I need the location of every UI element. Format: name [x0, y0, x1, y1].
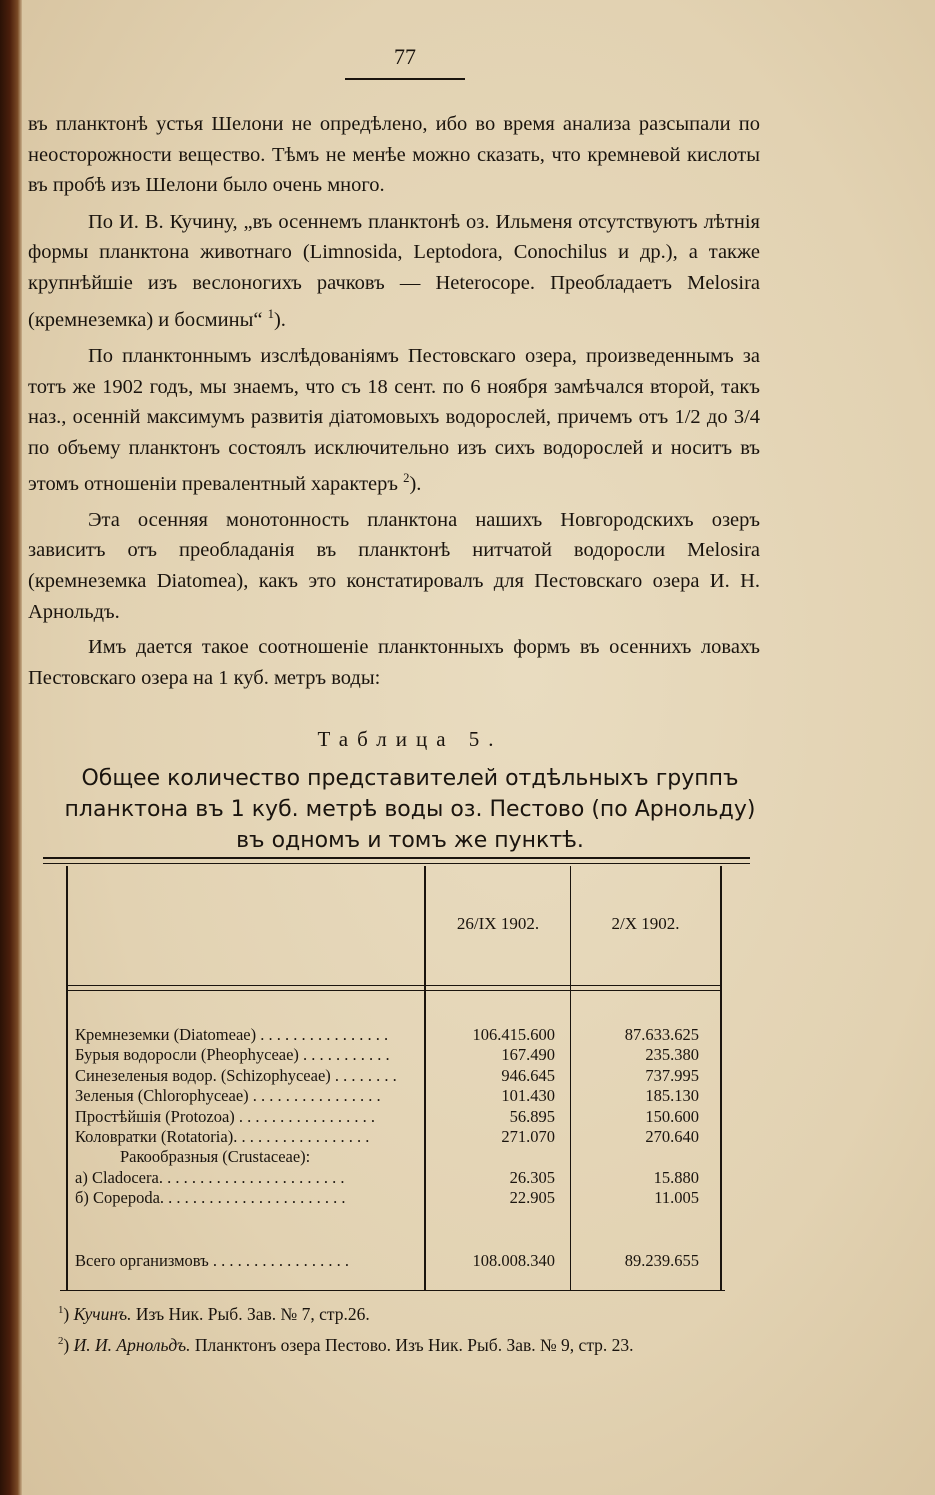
table-body — [75, 1025, 720, 1209]
paragraph-1: въ планктонѣ устья Шелони не опредѣлено, ибо во время анализа разсыпали по неосторожности вещество. Тѣмъ не менѣе можно сказать, что кремневой кислоты въ пробѣ изъ Шелони было очень много. — [28, 113, 760, 197]
fraction-three-quarters: 3/4 — [733, 406, 761, 429]
table-row: Бурыя водоросли (Pheophyceae) . . . . . . . . . . . 167.490 235.380 — [75, 1045, 699, 1065]
column-header-2: 2/X 1902. — [611, 914, 680, 933]
table-caption — [30, 763, 790, 856]
table-right-border — [720, 866, 722, 1290]
table-row: Простѣйшія (Protozoa) . . . . . . . . . . . . . . . . . 56.895 150.600 — [75, 1106, 699, 1126]
table-top-rule-thin — [43, 863, 750, 864]
table-total-row: Всего организмовъ . . . . . . . . . . . . . . . . . 108.008.340 89.239.655 — [75, 1251, 699, 1270]
paragraph-4: Эта осенняя монотонность планктона нашихъ Новгородскихъ озеръ зависитъ отъ преобладанія въ планктонѣ нитчатой водоросли Melosira (кремнеземка Diatomea), какъ это констатировалъ для Пестовскаго озера И. Н. Арнольдъ. — [28, 508, 760, 623]
table-caption-line: планктона въ 1 куб. метрѣ воды оз. Пестово (по Арнольду) — [64, 797, 756, 822]
table-header-rule — [68, 985, 720, 986]
table-header-rule-2 — [68, 990, 720, 991]
table-bottom-rule — [60, 1290, 725, 1291]
table-row-group-heading: Ракообразныя (Crustaceae): — [120, 1147, 311, 1167]
footnote-2: $^2$) И. И. Арнольдъ. Планктонъ озера Пестово. Изъ Ник. Рыб. Зав. № 9, стр. 23. — [58, 1335, 634, 1355]
table-top-rule — [43, 857, 750, 859]
column-header-1: 26/IX 1902. — [456, 914, 540, 933]
body-text — [28, 109, 760, 693]
paragraph-3: По планктоннымъ изслѣдованіямъ Пестовскаго озера, произведеннымъ за тотъ же 1902 годъ, мы знаемъ, что съ 18 сент. по 6 ноября замѣчался второй, такъ наз., осенній максимумъ развитія діатомовыхъ водорослей, причемъ отъ 1/2 до 3/4 по объему планктонъ состоялъ исключительно изъ сихъ водорослей и носитъ въ этомъ отношеніи превалентный характеръ $^2$). — [28, 344, 761, 496]
book-spine — [0, 0, 22, 1495]
table-caption-line: Общее количество представителей отдѣльныхъ группъ — [81, 766, 739, 791]
table-row: Коловратки (Rotatoria). . . . . . . . . . . . . . . . . 271.070 270.640 — [75, 1126, 699, 1146]
page-number-rule — [345, 78, 465, 80]
fraction-half: 1/2 — [674, 406, 701, 429]
table-title: Таблица 5. — [317, 727, 503, 751]
table-row: Синезеленыя водор. (Schizophyceae) . . . . . . . . 946.645 737.995 — [75, 1065, 699, 1085]
table-caption-line: въ одномъ и томъ же пунктѣ. — [236, 828, 584, 853]
table-row: б) Copepoda. . . . . . . . . . . . . . . . . . . . . . . 22.905 11.005 — [75, 1188, 699, 1208]
table-left-border — [66, 866, 68, 1290]
table-row: Кремнеземки (Diatomeae) . . . . . . . . . . . . . . . . 106.415.600 87.633.625 — [75, 1025, 699, 1044]
table-row: а) Cladocera. . . . . . . . . . . . . . . . . . . . . . . 26.305 15.880 — [75, 1167, 699, 1187]
footnote-ref-1[interactable]: 1 — [267, 306, 274, 321]
paragraph-5: Имъ дается такое соотношеніе планктонныхъ формъ въ осеннихъ ловахъ Пестовскаго озера на 1 куб. метръ воды: — [28, 636, 760, 689]
paragraph-2: По И. В. Кучину, „въ осеннемъ планктонѣ оз. Ильменя отсутствуютъ лѣтнія формы планктона животнаго (Limnosida, Leptodora, Conochilus и др.), а также крупнѣйшіе изъ веслоногихъ рачковъ — Heterocope. Преобладаетъ Melosira (кремнеземка) и босмины“ $^1$). — [28, 210, 760, 331]
footnote-ref-2[interactable]: 2 — [403, 471, 410, 486]
table-row: Зеленыя (Chlorophyceae) . . . . . . . . . . . . . . . . 101.430 185.130 — [75, 1086, 699, 1106]
footnote-1: $^1$) Кучинъ. Изъ Ник. Рыб. Зав. № 7, стр.26. — [58, 1304, 370, 1324]
page-number: 77 — [394, 44, 416, 69]
